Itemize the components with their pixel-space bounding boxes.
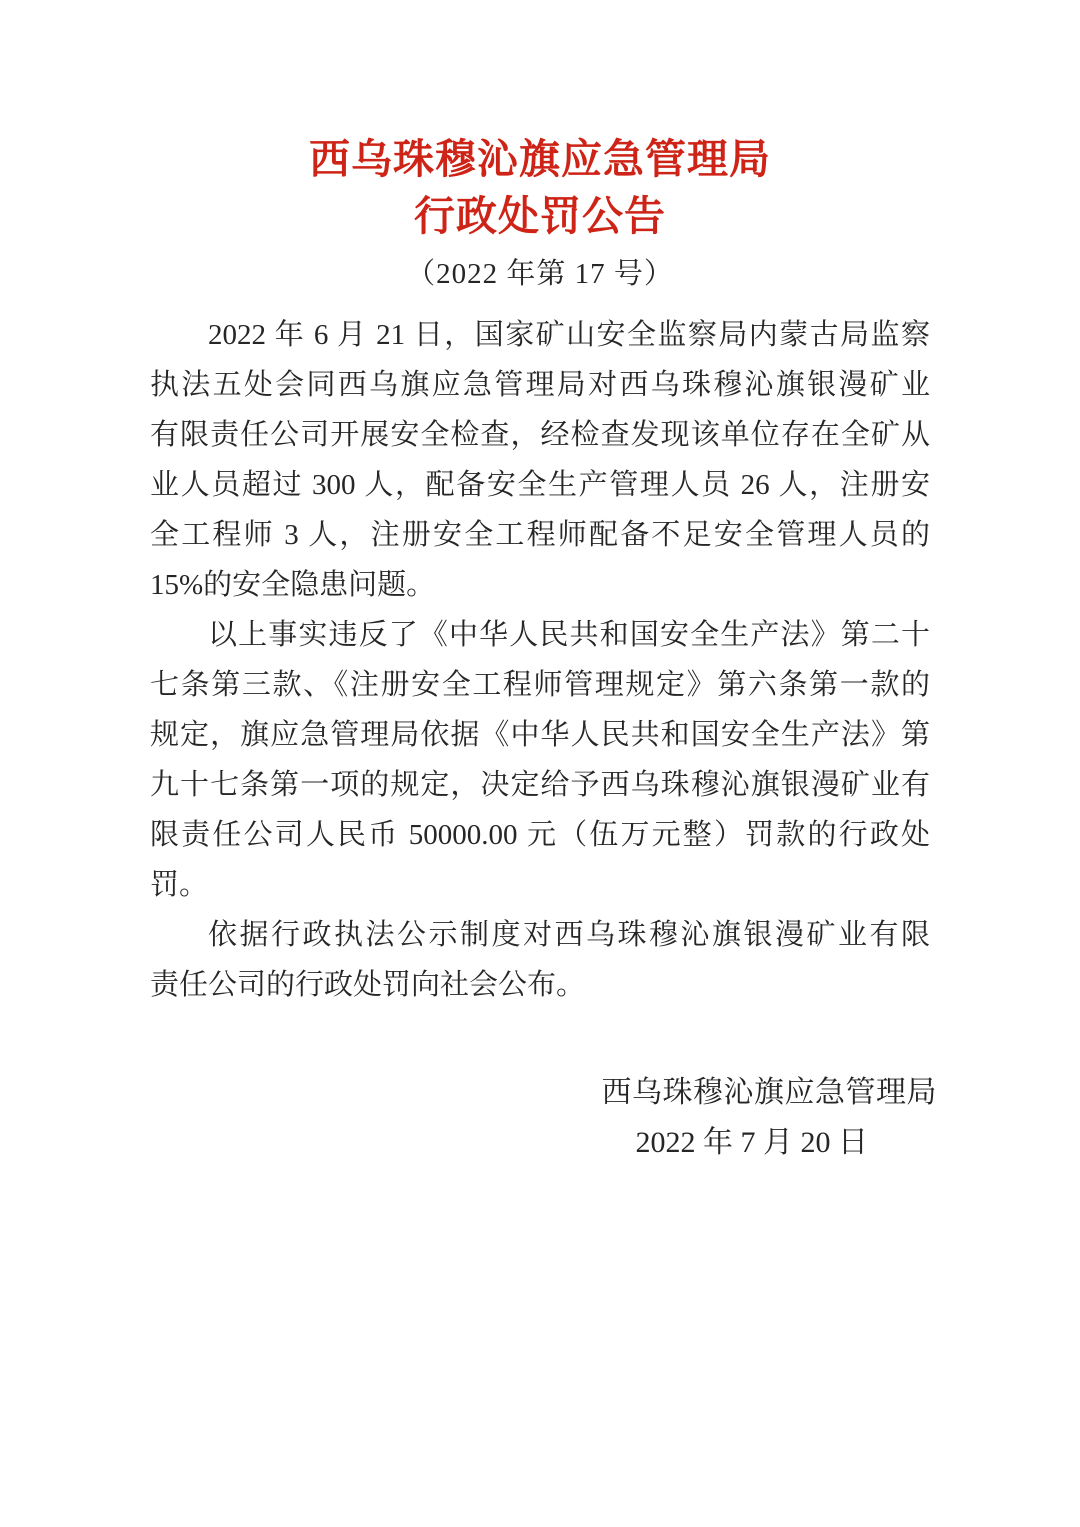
document-title-line-1: 西乌珠穆沁旗应急管理局 xyxy=(309,136,771,182)
body-line: 限责任公司人民币 50000.00 元（伍万元整）罚款的行政处 xyxy=(150,819,930,851)
body-line: 执法五处会同西乌旗应急管理局对西乌珠穆沁旗银漫矿业 xyxy=(150,369,930,401)
document-body xyxy=(150,310,930,1010)
paragraph-2 xyxy=(150,610,930,910)
paragraph-3 xyxy=(150,910,930,1010)
body-line: 全工程师 3 人，注册安全工程师配备不足安全管理人员的 xyxy=(150,519,930,551)
document-number: （2022 年第 17 号） xyxy=(406,258,674,290)
body-line: 以上事实违反了《中华人民共和国安全生产法》第二十 xyxy=(208,619,930,651)
document-title xyxy=(0,0,1080,245)
body-line: 九十七条第一项的规定，决定给予西乌珠穆沁旗银漫矿业有 xyxy=(150,769,930,801)
body-line: 15%的安全隐患问题。 xyxy=(150,569,436,601)
body-line: 罚。 xyxy=(150,869,209,901)
body-line: 业人员超过 300 人，配备安全生产管理人员 26 人，注册安 xyxy=(150,469,930,501)
body-line: 2022 年 6 月 21 日，国家矿山安全监察局内蒙古局监察 xyxy=(208,319,930,351)
body-line: 依据行政执法公示制度对西乌珠穆沁旗银漫矿业有限 xyxy=(208,919,930,951)
body-line: 规定，旗应急管理局依据《中华人民共和国安全生产法》第 xyxy=(150,719,930,751)
issue-date: 2022 年 7 月 20 日 xyxy=(635,1126,868,1159)
body-line: 责任公司的行政处罚向社会公布。 xyxy=(150,969,586,1001)
paragraph-1 xyxy=(150,310,930,610)
body-line: 有限责任公司开展安全检查，经检查发现该单位存在全矿从 xyxy=(150,419,930,451)
document-title-line-2: 行政处罚公告 xyxy=(414,193,666,239)
issuer-signature: 西乌珠穆沁旗应急管理局 xyxy=(601,1076,937,1109)
body-line: 七条第三款、《注册安全工程师管理规定》第六条第一款的 xyxy=(150,669,930,701)
